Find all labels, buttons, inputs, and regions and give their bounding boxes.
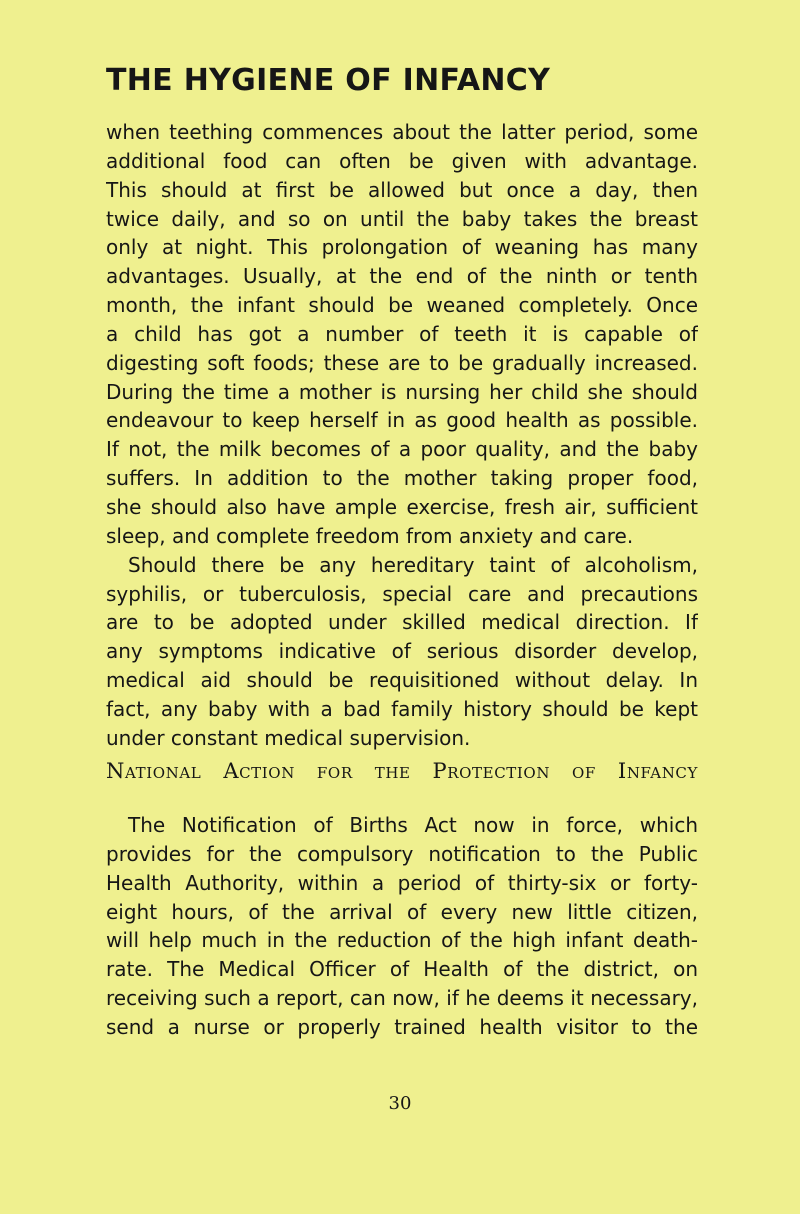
text-line: month, the infant should be weaned completely. Once [106,293,698,318]
section-heading: National Action for the Protection of Infancy [106,759,698,783]
text-line: under constant medical supervision. [106,725,471,750]
text-line: send a nurse or properly trained health visitor to the [106,1014,698,1039]
text-line: are to be adopted under skilled medical direction. If [106,610,698,635]
text-line: additional food can often be given with advantage. [106,148,698,173]
text-line: she should also have ample exercise, fresh air, sufficient [106,494,698,519]
running-head: THE HYGIENE OF INFANCY [106,63,551,98]
text-line: If not, the milk becomes of a poor quality, and the baby [106,437,698,462]
text-line: only at night. This prolongation of weaning has many [106,235,698,260]
text-line: syphilis, or tuberculosis, special care and precautions [106,581,698,606]
text-line: eight hours, of the arrival of every new little citizen, [106,899,698,924]
text-line: medical aid should be requisitioned without delay. In [106,668,698,693]
page-number: 30 [388,1093,412,1114]
text-line: suffers. In addition to the mother taking proper food, [106,466,698,491]
text-line: any symptoms indicative of serious disorder develop, [106,639,698,664]
text-line: twice daily, and so on until the baby takes the breast [106,206,698,231]
text-line: Should there be any hereditary taint of alcoholism, [128,552,698,577]
text-line: digesting soft foods; these are to be gradually increased. [106,350,698,375]
text-line: This should at first be allowed but once a day, then [106,177,698,202]
text-line: a child has got a number of teeth it is capable of [106,321,698,346]
text-line: fact, any baby with a bad family history should be kept [106,696,698,721]
text-line: provides for the compulsory notification to the Public [106,841,698,866]
text-line: Health Authority, within a period of thirty-six or forty- [106,870,698,895]
text-line: The Notification of Births Act now in force, which [128,813,698,837]
text-line: endeavour to keep herself in as good health as possible. [106,408,698,433]
text-line: advantages. Usually, at the end of the ninth or tenth [106,264,698,289]
text-line: when teething commences about the latter period, some [106,120,698,144]
text-line: rate. The Medical Officer of Health of the district, on [106,957,698,982]
text-block-lower [106,811,698,1042]
text-line: receiving such a report, can now, if he deems it necessary, [106,986,698,1011]
text-block-upper [106,118,698,753]
text-line: will help much in the reduction of the high infant death- [106,928,698,953]
text-line: During the time a mother is nursing her child she should [106,379,698,404]
text-line: sleep, and complete freedom from anxiety and care. [106,523,634,548]
